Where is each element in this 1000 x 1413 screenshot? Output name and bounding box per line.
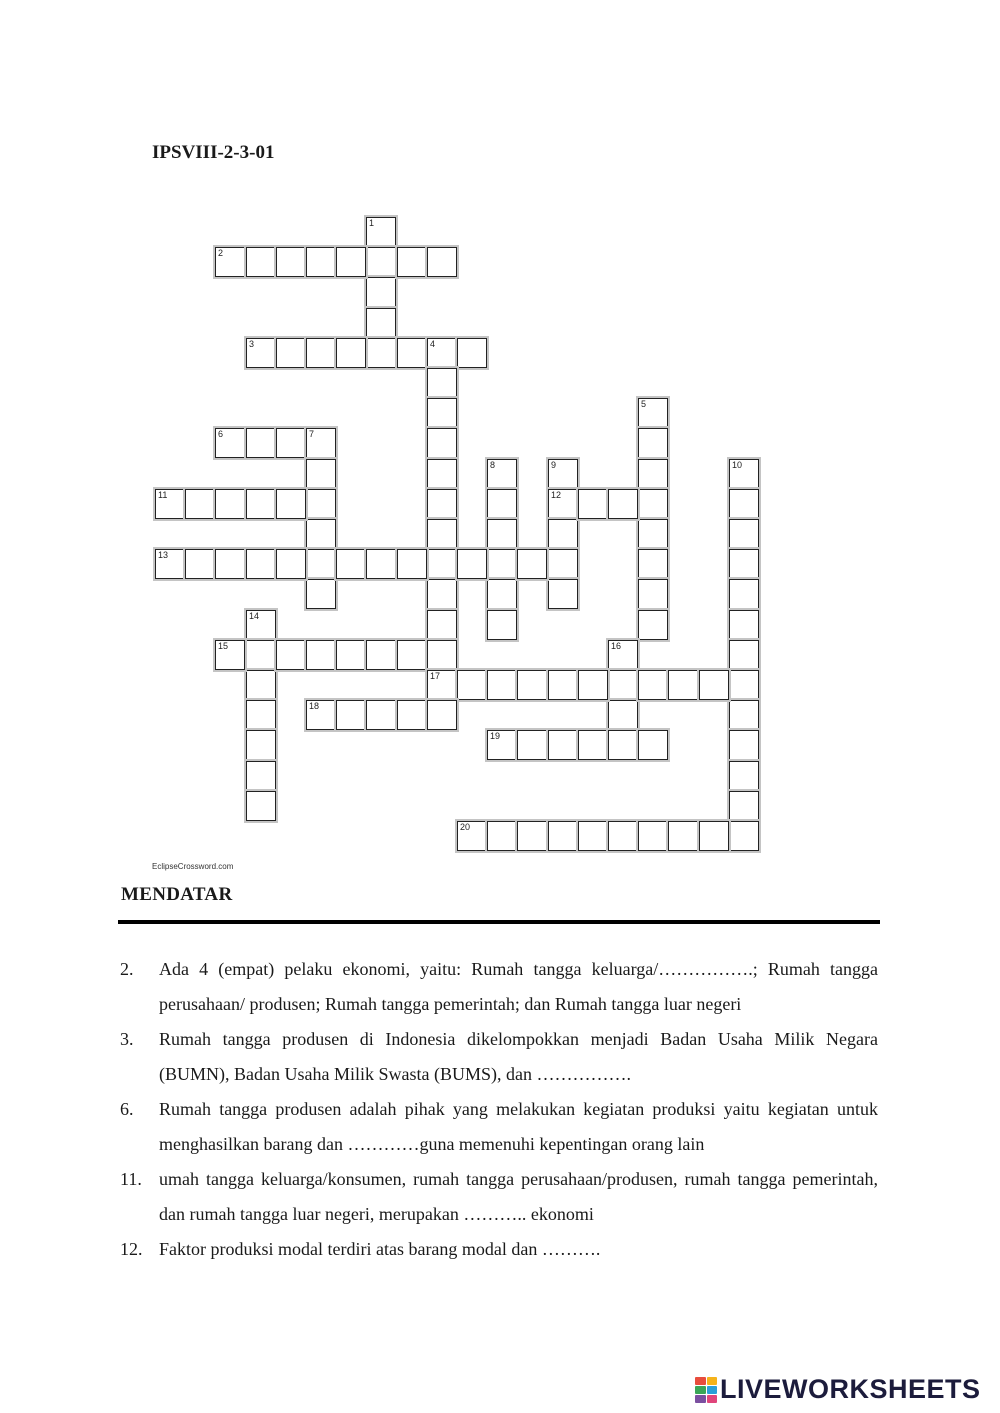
- cell-clue-number: 11: [158, 490, 168, 500]
- crossword-cell[interactable]: [457, 670, 487, 700]
- cell-clue-number: 4: [430, 339, 436, 349]
- cell-clue-number: 15: [218, 641, 229, 651]
- clue-item: [120, 1162, 878, 1232]
- crossword-cell[interactable]: [366, 700, 396, 730]
- crossword-cell[interactable]: [427, 338, 457, 368]
- crossword-cell[interactable]: [548, 730, 578, 760]
- crossword-cell[interactable]: [729, 519, 759, 549]
- crossword-cell[interactable]: [336, 338, 366, 368]
- crossword-cell[interactable]: [246, 700, 276, 730]
- cell-clue-number: 19: [490, 731, 501, 741]
- crossword-cell[interactable]: [336, 247, 366, 277]
- cell-clue-number: 7: [309, 429, 315, 439]
- crossword-cell[interactable]: [306, 459, 336, 489]
- crossword-credit: EclipseCrossword.com: [152, 862, 234, 871]
- crossword-cell[interactable]: [487, 670, 517, 700]
- crossword-cell[interactable]: [306, 640, 336, 670]
- crossword-cell[interactable]: [608, 670, 638, 700]
- crossword-cell[interactable]: [366, 640, 396, 670]
- crossword-cell[interactable]: [638, 730, 668, 760]
- section-title-mendatar: MENDATAR: [121, 884, 233, 905]
- clue-text: Faktor produksi modal terdiri atas barang modal dan ……….: [159, 1239, 601, 1259]
- crossword-cell[interactable]: [336, 640, 366, 670]
- crossword-cell[interactable]: [638, 579, 668, 609]
- crossword-cell[interactable]: [397, 247, 427, 277]
- crossword-cell[interactable]: [668, 670, 698, 700]
- crossword-cell[interactable]: [246, 670, 276, 700]
- crossword-cell[interactable]: [427, 247, 457, 277]
- crossword-cell[interactable]: [215, 489, 245, 519]
- crossword-cell[interactable]: [487, 519, 517, 549]
- crossword-cell[interactable]: [729, 549, 759, 579]
- crossword-cell[interactable]: [729, 761, 759, 791]
- crossword-cell[interactable]: [427, 428, 457, 458]
- crossword-cell[interactable]: [246, 791, 276, 821]
- crossword-cell[interactable]: [548, 519, 578, 549]
- crossword-cell[interactable]: [246, 610, 276, 640]
- crossword-cell[interactable]: [729, 459, 759, 489]
- crossword-cell[interactable]: [427, 610, 457, 640]
- crossword-cell[interactable]: [729, 640, 759, 670]
- crossword-cell[interactable]: [276, 428, 306, 458]
- crossword-cell[interactable]: [638, 398, 668, 428]
- crossword-cell[interactable]: [638, 670, 668, 700]
- crossword-cell[interactable]: [729, 730, 759, 760]
- crossword-cell[interactable]: [427, 368, 457, 398]
- crossword-cell[interactable]: [517, 670, 547, 700]
- crossword-cell[interactable]: [276, 247, 306, 277]
- crossword-cell[interactable]: [638, 428, 668, 458]
- crossword-cell[interactable]: [427, 670, 457, 700]
- cell-clue-number: 8: [490, 460, 496, 470]
- section-divider: [118, 920, 880, 924]
- clue-item: [120, 1022, 878, 1092]
- crossword-cell[interactable]: [306, 700, 336, 730]
- crossword-cell[interactable]: [487, 579, 517, 609]
- crossword-cell[interactable]: [548, 821, 578, 851]
- crossword-cell[interactable]: [366, 277, 396, 307]
- cell-clue-number: 5: [641, 399, 647, 409]
- clue-item: [120, 1092, 878, 1162]
- crossword-cell[interactable]: [487, 489, 517, 519]
- crossword-cell[interactable]: [215, 247, 245, 277]
- crossword-cell[interactable]: [578, 670, 608, 700]
- clue-number: 3.: [120, 1029, 134, 1049]
- crossword-cell[interactable]: [215, 549, 245, 579]
- liveworksheets-brand: [695, 1374, 981, 1405]
- crossword-cell[interactable]: [155, 549, 185, 579]
- crossword-cell[interactable]: [578, 821, 608, 851]
- crossword-cell[interactable]: [427, 398, 457, 428]
- clue-text: Rumah tangga produsen adalah pihak yang melakukan kegiatan produksi yaitu kegiatan untuk menghasilkan barang dan …………guna memenuhi kepentingan orang lain: [159, 1099, 878, 1154]
- crossword-cell[interactable]: [306, 338, 336, 368]
- cell-clue-number: 14: [249, 611, 260, 621]
- crossword-cell[interactable]: [457, 549, 487, 579]
- crossword-cell[interactable]: [699, 821, 729, 851]
- crossword-cell[interactable]: [397, 700, 427, 730]
- crossword-cell[interactable]: [366, 247, 396, 277]
- crossword-cell[interactable]: [366, 549, 396, 579]
- crossword-cell[interactable]: [699, 670, 729, 700]
- crossword-cell[interactable]: [487, 549, 517, 579]
- crossword-cell[interactable]: [397, 640, 427, 670]
- crossword-cell[interactable]: [517, 730, 547, 760]
- crossword-cell[interactable]: [306, 489, 336, 519]
- crossword-cell[interactable]: [729, 670, 759, 700]
- crossword-cell[interactable]: [578, 489, 608, 519]
- liveworksheets-logo-icon: [695, 1377, 717, 1403]
- crossword-cell[interactable]: [427, 700, 457, 730]
- crossword-cell[interactable]: [306, 428, 336, 458]
- crossword-cell[interactable]: [668, 821, 698, 851]
- crossword-cell[interactable]: [548, 459, 578, 489]
- crossword-cell[interactable]: [638, 821, 668, 851]
- clue-item: [120, 1232, 878, 1267]
- cell-clue-number: 18: [309, 701, 320, 711]
- crossword-cell[interactable]: [366, 217, 396, 247]
- crossword-cell[interactable]: [487, 821, 517, 851]
- crossword-cell[interactable]: [729, 489, 759, 519]
- crossword-cell[interactable]: [427, 459, 457, 489]
- crossword-cell[interactable]: [246, 247, 276, 277]
- crossword-cell[interactable]: [608, 640, 638, 670]
- crossword-cell[interactable]: [638, 459, 668, 489]
- crossword-cell[interactable]: [578, 730, 608, 760]
- crossword-cell[interactable]: [638, 519, 668, 549]
- cell-clue-number: 10: [732, 460, 743, 470]
- crossword-cell[interactable]: [246, 428, 276, 458]
- crossword-cell[interactable]: [246, 489, 276, 519]
- crossword-cell[interactable]: [608, 700, 638, 730]
- cell-clue-number: 16: [611, 641, 622, 651]
- clue-number: 12.: [120, 1239, 143, 1259]
- crossword-cell[interactable]: [457, 338, 487, 368]
- crossword-cell[interactable]: [246, 761, 276, 791]
- crossword-cell[interactable]: [276, 549, 306, 579]
- crossword-cell[interactable]: [517, 549, 547, 579]
- crossword-cell[interactable]: [729, 700, 759, 730]
- crossword-cell[interactable]: [729, 610, 759, 640]
- cell-clue-number: 2: [218, 248, 224, 258]
- crossword-cell[interactable]: [427, 489, 457, 519]
- crossword-cell[interactable]: [517, 821, 547, 851]
- crossword-cell[interactable]: [427, 579, 457, 609]
- crossword-cell[interactable]: [276, 640, 306, 670]
- crossword-cell[interactable]: [397, 338, 427, 368]
- cell-clue-number: 1: [369, 218, 375, 228]
- clue-text: Ada 4 (empat) pelaku ekonomi, yaitu: Rumah tangga keluarga/…………….; Rumah tangga perusahaan/ produsen; Rumah tangga pemerintah; dan Rumah tangga luar negeri: [159, 959, 878, 1014]
- crossword-cell[interactable]: [366, 338, 396, 368]
- clue-text: Rumah tangga produsen di Indonesia dikelompokkan menjadi Badan Usaha Milik Negara (BUMN), Badan Usaha Milik Swasta (BUMS), dan …………….: [159, 1029, 878, 1084]
- crossword-cell[interactable]: [548, 579, 578, 609]
- crossword-cell[interactable]: [427, 549, 457, 579]
- crossword-cell[interactable]: [638, 549, 668, 579]
- crossword-cell[interactable]: [336, 549, 366, 579]
- crossword-cell[interactable]: [457, 821, 487, 851]
- crossword-cell[interactable]: [246, 640, 276, 670]
- crossword-cell[interactable]: [729, 821, 759, 851]
- clue-number: 2.: [120, 959, 134, 979]
- crossword-cell[interactable]: [608, 730, 638, 760]
- clue-number: 11.: [120, 1169, 142, 1189]
- crossword-cell[interactable]: [487, 730, 517, 760]
- cell-clue-number: 17: [430, 671, 441, 681]
- crossword-cell[interactable]: [215, 640, 245, 670]
- crossword-cell[interactable]: [246, 549, 276, 579]
- crossword-cell[interactable]: [306, 549, 336, 579]
- cell-clue-number: 13: [158, 550, 169, 560]
- crossword-cell[interactable]: [487, 610, 517, 640]
- crossword-cell[interactable]: [185, 489, 215, 519]
- crossword-cell[interactable]: [306, 579, 336, 609]
- crossword-cell[interactable]: [729, 791, 759, 821]
- crossword-cell[interactable]: [548, 670, 578, 700]
- crossword-cell[interactable]: [397, 549, 427, 579]
- crossword-cell[interactable]: [366, 308, 396, 338]
- crossword-cell[interactable]: [548, 549, 578, 579]
- cell-clue-number: 3: [249, 339, 255, 349]
- crossword-cell[interactable]: [336, 700, 366, 730]
- crossword-cell[interactable]: [155, 489, 185, 519]
- crossword-cell[interactable]: [638, 610, 668, 640]
- crossword-cell[interactable]: [276, 338, 306, 368]
- crossword-cell[interactable]: [306, 519, 336, 549]
- crossword-cell[interactable]: [246, 730, 276, 760]
- crossword-cell[interactable]: [608, 821, 638, 851]
- crossword-cell[interactable]: [548, 489, 578, 519]
- cell-clue-number: 9: [551, 460, 557, 470]
- crossword-cell[interactable]: [276, 489, 306, 519]
- clue-text: umah tangga keluarga/konsumen, rumah tangga perusahaan/produsen, rumah tangga pemerintah, dan rumah tangga luar negeri, merupakan ……….. ekonomi: [159, 1169, 878, 1224]
- crossword-cell[interactable]: [246, 338, 276, 368]
- crossword-cell[interactable]: [427, 640, 457, 670]
- crossword-cell[interactable]: [638, 489, 668, 519]
- clue-item: [120, 952, 878, 1022]
- document-code: IPSVIII-2-3-01: [152, 142, 275, 163]
- crossword-cell[interactable]: [487, 459, 517, 489]
- crossword-cell[interactable]: [729, 579, 759, 609]
- crossword-cell[interactable]: [185, 549, 215, 579]
- liveworksheets-wordmark: LIVEWORKSHEETS: [720, 1374, 981, 1404]
- crossword-cell[interactable]: [215, 428, 245, 458]
- crossword-cell[interactable]: [306, 247, 336, 277]
- crossword-cell[interactable]: [608, 489, 638, 519]
- cell-clue-number: 20: [460, 822, 471, 832]
- clue-list: [120, 952, 878, 1267]
- clue-number: 6.: [120, 1099, 134, 1119]
- crossword-cell[interactable]: [427, 519, 457, 549]
- cell-clue-number: 12: [551, 490, 562, 500]
- cell-clue-number: 6: [218, 429, 224, 439]
